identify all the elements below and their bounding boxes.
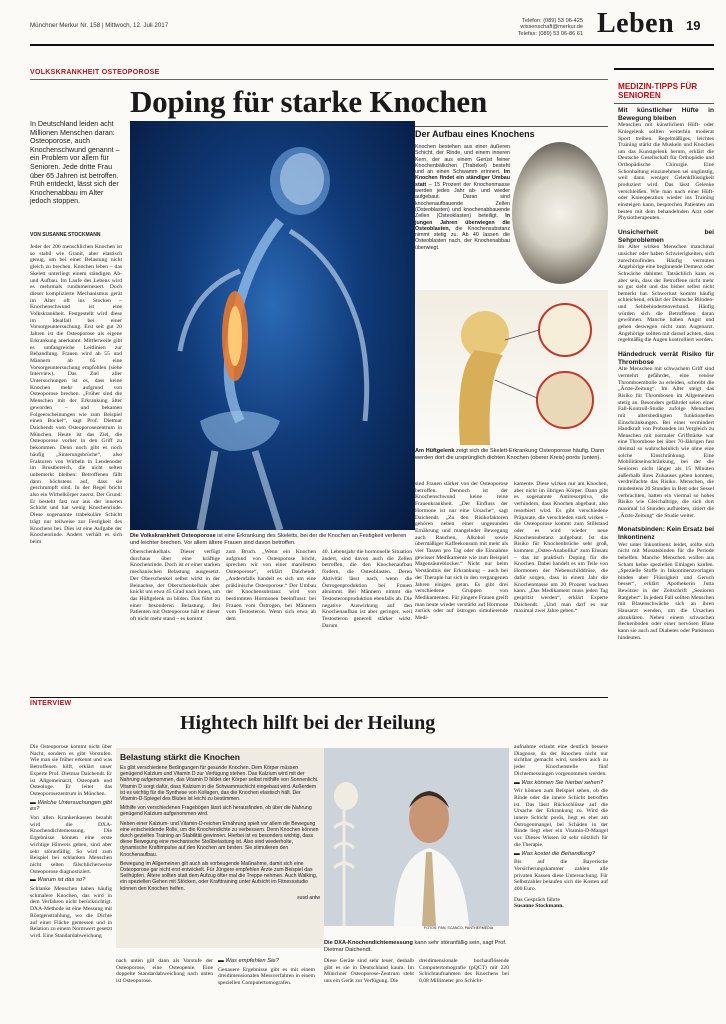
section-title: Leben (597, 8, 675, 39)
question-4: ▬ Was können Sie hierbei sehen? (514, 779, 604, 786)
info-box: Belastung stärkt die Knochen Es gibt verschiedene Bedingungen für gesunde Knochen. Dem Körper müssen genügend Kalzium und Vitamin D zur Verfügung stehen. Das Kalzium wird mit der Nahrung aufgenommen, das Vitamin D bildet der Körper selbst mithilfe von Sonnenlicht. Vitamin D sorgt dafür, dass Kalzium in die Schwammschicht eingebaut wird. Außerdem ist es wichtig für die Synthese von Kollagen, das die Knochen elastisch hält. Der Vitamin-D-Spiegel des Blutes ist leicht zu bestimmen. Mithilfe von verschiedenen Fragebögen lässt sich herausfinden, ob über die Nahrung genügend Kalzium aufgenommen wird. Neben einer Kalzium- und Vitamin-D-reichen Ernährung spielt vor allem die Bewegung eine entscheidende Rolle, um die Knochendichte zu verbessern. Denn Knochen können durch gezieltes Training an Stabilität gewinnen. Hierbei ist es besonders wichtig, dass diese Bewegung eine mechanische Stoßbelastung ist. Also sind wiederholte, dynamische Kraftimpulse auf den Knochen am besten. Sie stimulieren den Knochenaufbau. Bewegung im Allgemeinen gilt auch als vorbeugende Maßnahme, damit sich eine Osteoporose gar nicht erst entwickelt. Für Jüngere empfehlen Ärzte zum Beispiel das Seilhüpfen. Ältere sollten statt dem Aufzug öfter mal die Treppe nehmen. Auch Walking, ein speziellen Gehen mit Stöcken, oder Krafttraining unter Aufsicht im Fitnessstudio können den Knochen helfen. susd antw (116, 748, 324, 948)
hip-illustration (415, 290, 608, 445)
hip-caption: Am Hüftgelenk zeigt sich die Skelett-Erkrankung Osteoporose häufig. Dann werden dort die ursprünglich dichten Knochen (oberer Kreis) porös (unten). (415, 448, 605, 461)
tip-heading-3: Händedruck verrät Risiko für Thrombose (618, 351, 714, 366)
interview-headline: Hightech hilft bei der Heilung (180, 712, 436, 734)
photo-credit: FOTOS: PAN, SCANCO, PANTHERMEDIA (424, 926, 494, 930)
article-col2: Oberschenkelhals. Dieser verfügt durchaus über eine kräftige Knochenrinde. Doch ist er einer starken mechanischen Belastung ausgesetzt. Der Oberschenkel selbst wirkt in der Beinachse, der Oberschenkelhals aber knickt um etwa 45 Grad nach innen, um das Hüftgelenk zu bilden. Das führt zu einer besonderen Belastung. Bei Patienten mit Osteoporose hält er dieser oft nicht mehr stand – es kommt (130, 549, 220, 623)
info-box-title: Belastung stärkt die Knochen (120, 752, 240, 762)
article-kicker: VOLKSKRANKHEIT OSTEOPOROSE (30, 69, 160, 76)
interview-bottom-col3: Diese Geräte sind sehr teuer, deshalb gibt es sie in Deutschland kaum. Im Münchner Osteoporose-Zentrum steht uns ein Gerät zur Verfügung. Die (324, 958, 414, 985)
contact-info: Telefon: (089) 53 06-425 wissenschaft@merkur.de Telefax: (089) 53 06-86 61 (517, 18, 583, 37)
sidebar-title: MEDIZIN-TIPPS FÜR SENIOREN (618, 82, 698, 101)
tip-text-3: Alte Menschen mit schwachem Griff sind vermehrt gefährdet, eine venöse Thromboembolie zu erleiden, schreibt die „Ärzte-Zeitung“. Im Alter steigt das Risiko für Thrombosen im Allgemeinen stetig an. Besonders gefährdet seien einer Fall-Kontroll-Studie zufolge Menschen mit altersbedingten funktionellen Einschränkungen. Bei einer vermindert Handkraft von Probanden im Vergleich zu Menschen mit normaler Griffstärke war eine Thrombose bei über 70-Jährigen fast dreimal so wahrscheinlich wie ohne eine solche Einschränkung. Eine Mobilitätseinschränkung, bei der die Senioren nicht länger als 15 Minuten außerhalb ihres Zuhauses gehen konnten, verdreifachte das Risiko. Menschen, die mindestens 20 Stunden in Bett oder Sessel verbrachten, hatten ein viermal so hohes Risiko wie Gleichaltrige, die sich dort maximal 14 Stunden aufhielten, zitiert die „Ärzte-Zeitung“ die Studie weiter. (618, 366, 714, 519)
tip-heading-1: Mit künstlicher Hüfte in Bewegung bleiben (618, 107, 714, 122)
doctor-illustration (324, 748, 509, 926)
question-2: ▬ Warum ist das so? (30, 877, 86, 884)
article-col6: kamente. Diese wirken nur am Knochen, aber nicht im übrigen Körper. Dann gibt es sogenannte Antiresorptiva, die verhindern, dass Knochen abgebaut, also resorbiert wird. Es gibt verschiedene Präparate, die verschieden stark wirken – die Osteoporose kommt zum Stillstand oder es wird wieder neue Knochensubstanz aufgebaut. Ist das Risiko für Knochenbrüche sehr groß, kommen „Osteo-Anabolika“ zum Einsatz – das ist praktisch Doping für die Knochen. Dabei handelt es um Teile von Hormonen der Nebenschilddrüse, die dafür sorgen, dass in einem Jahr die Knochenmasse um 20 Prozent wachsen kann. „Das Medikament muss jeden Tag gespritzt werden“, erklärt Experte Daichendt. „Und man darf es nur maximal zwei Jahre geben.“ (514, 481, 608, 615)
byline: VON SUSANNE STOCKMANN (30, 232, 101, 238)
sidebar-tips (618, 103, 714, 1008)
paper-info: Münchner Merkur Nr. 158 | Mittwoch, 12. Juli 2017 (30, 22, 169, 29)
article-col5: sind Frauen stärker von der Osteoporose betroffen. Dennoch ist der Knochenschwund keine reine Frauenkrankheit. „Der Einfluss der Hormone ist nur eine Ursache“, sagt Daichendt. „Zu den Risikofaktoren gehören neben einer ungesunden Ernährung und mangelnder Bewegung auch Rauchen, Alkohol sowie übermäßiger Kaffeekonsum mit mehr als vier Tassen pro Tag oder die Einnahme gewisser Medikamente wie zum Beispiel Magensäureblocker.“ Nicht nur beim Verständnis der Erkrankung – auch bei der Therapie hat sich in den vergangenen Jahren einiges getan. Es gibt drei verschiedene Gruppen von Medikamenten. Für jüngere Frauen greift man heute wieder verstärkt auf Hormone zurück oder auf östrogen simulierende Medi- (415, 481, 508, 622)
infographic-title: Der Aufbau eines Knochens (415, 129, 535, 139)
interview-col1: Die Osteoporose kommt nicht über Nacht, sondern es gibt Vorstufen. Wie man sie früher erkennt und was Betroffenen hilft, erklärt unser Experte Prof. Dietmar Daichendt. Er ist Allgemeinarzt, Osteopath und Osteologe. Er leitet das Osteoporosezentrum in München. ▬ Welche Untersuchungen gibt es? Von allen Krankenkassen bezahlt wird die DXA-Knochendichtemessung. Die Ergebnisse können eine erste wichtige Hinweis geben, sind aber sehr störanfällig. So wird zum Beispiel bei schlanken Menschen nicht selten fälschlicherweise Osteoporose diagnostiziert. ▬ Warum ist das so? Schlanke Menschen haben häufig schmalere Knochen, das wird in dem Verfahren nicht berücksichtigt. DXA-Methode ist eine Messung mit Röntgenstrahlung, wo die Dichte auf einer Fläche gemessen und in Relation zu einem Normwert gesetzt wird. Eine Standardabweichung (30, 744, 112, 939)
interview-bottom-col4: dreidimensionale hochauflösende Computertomografie (pQCT) mit 220 Schichtaufnahmen des Knochens bei 0,08 Millimeter pro Schicht- (419, 958, 509, 985)
skeleton-image (130, 121, 415, 530)
article-headline: Doping für starke Knochen (130, 84, 487, 119)
tip-text-4: Wer unter Inkontinenz leidet, sollte sich nicht mit Monatsbinden für die Periode behelfen. Manche Menschen wollen aus Scham keine speziellen Einlagen kaufen. „Spezielle Stoffe in Inkontinenzvorlagen binden aber Flüssigkeit und Geruch besser“, erklärt Apothekerin Jutta Rewitzer in der Zeitschrift „Senioren Ratgeber“. In jedem Fall sollten Menschen mit Blasenschwäche sich an ihren Hausarzt wenden, um die Ursachen abzuklären. Neben einem schwachen Beckenboden oder einer nervösen Blase kann sie auch auf Diabetes oder Parkinson hindeuten. (618, 541, 714, 641)
tip-text-1: Menschen mit künstlichem Hüft- oder Kniegelenk sollten weiterhin moderat Sport treiben. Regelmäßiges, leichtes Training stärkt die Muskeln und Knochen um das Kunstgelenk herum, erklärt die Deutsche Gesellschaft für Orthopädie und Orthopädische Chirurgie. Eine Schonhaltung einzunehmen sei ungünstig, weil dann weniger Gelenkflüssigkeit produziert wird. Das lässt Gelenke verschleißen. Wie man nach einer Hüft- oder Knieoperation wieder ins Training einsteigen kann, besprechen Patienten am besten mit dem behandelnden Arzt oder Physiotherapeuten. (618, 122, 714, 222)
question-5: ▬ Was kostet die Behandlung? (514, 850, 596, 857)
bone-cross-section-image (512, 142, 608, 284)
tip-text-2: Im Alter wirken Menschen manchmal unsicher oder haben Schwierigkeiten, sich zurechtzufinden. Häufig vermuten Angehörige eine beginnende Demenz oder Schwäche dahinter. Tatsächlich kann es aber sein, dass der Betroffene nicht mehr so gut sieht und das bisher selbst nicht bemerkt hat. Schwerlust kommt häufig schleichend, erklärt der Deutsche Blinden- und Sehbehindertenverband. Häufig würden sich die Betroffenen daran gewöhnen. Manche haben Angst und gehen deswegen nicht zum Augenarzt. Angehörige sollten mit darauf achten, dass regelmäßig die Augen kontrolliert werden. (618, 244, 714, 344)
interview-bottom-col2: ▬ Was empfehlen Sie? Genauere Ergebnisse gibt es mit einem dreidimensionalen Messverfahren in einem speziellen Computertomografen. (218, 958, 315, 987)
hip-joint-image (415, 290, 608, 445)
interview-right-col: aufnahme erlaubt eine deutlich bessere Diagnose, da der Knochen nicht nur sichtbar gemacht wird, sondern auch zu jeder Knochenstelle fünf Dichtemessungen vorgenommen werden. ▬ Was können Sie hierbei sehen? Wir können zum Beispiel sehen, ob die Rinde oder die innere Schicht betroffen ist. Das lässt Rückschlüsse auf die Ursache der Erkrankung zu. Wird die innere Schicht porös, liegt es eher am Östrogenmangel, bei Schäden in der Rinde liegt eher ein Vitamin-D-Mangel vor. Dieses Wissen ist sehr nützlich für die Therapie. ▬ Was kostet die Behandlung? Bis auf die Bayerische Versicherungskammer zahlen alle privaten Kassen diese Untersuchung. Für Selbstzahler belaufen sich die Kosten auf 400 Euro. Das Gespräch führte Susanne Stockmann. (514, 744, 608, 910)
article-col4: 40. Lebensjahr die hormonelle Situation ändert, sind davon auch die Zellen betroffen, die den Knochenaufbau fördern, die Osteoblasten. Deren Aktivität lässt nach, wenn die Östrogenproduktion bei Frauen abnimmt. Bei Männern nimmt die Testosteronproduktion ebenfalls ab. Die negative Auswirkung auf den Knochenaufbau ist aber geringer, weil Testosteron generell stärker wirkt. Darum (322, 549, 412, 629)
tip-heading-2: Unsicherheit bei Sehproblemen (618, 229, 714, 244)
question-1: ▬ Welche Untersuchungen gibt es? (30, 799, 112, 813)
page-number: 19 (686, 18, 701, 33)
interview-bottom-col1: nach unten gilt dann als Vorstufe der Osteoporose, eine Osteopenie. Eine doppelte Standardabweichung nach unten ist Osteoporose. (116, 958, 213, 985)
image-caption: Die Volkskrankheit Osteoporose ist eine Erkrankung des Skeletts, bei der die Knochen an Festigkeit verlieren und leichter brechen. Vor allem ältere Frauen sind davon betroffen. (130, 533, 407, 546)
photo-caption: Die DXA-Knochendichtemessung kann sehr störanfällig sein, sagt Prof. Dietmar Daichendt. (324, 940, 507, 953)
skeleton-illustration (130, 121, 415, 530)
tip-heading-4: Monatsbinden: Kein Ersatz bei Inkontinenz (618, 526, 714, 541)
header-rule (30, 44, 714, 46)
doctor-photo (324, 748, 509, 926)
interview-kicker: INTERVIEW (30, 700, 72, 707)
article-lead: In Deutschland leiden acht Millionen Menschen daran: Osteoporose, auch Knochenschwund genannt – ein Problem vor allem für Senioren. Jede dritte Frau über 65 Jahren ist betroffen. Früh entdeckt, lässt sich der Knochenabbau im Alter jedoch stoppen. (30, 120, 120, 206)
article-col3: zum Bruch. „Wenn ein Knochen aufgrund von Osteoporose bricht, sprechen wir von einer manifesten Osteoporose“, erklärt Daichendt. „Andernfalls handelt es sich um eine präklinische Osteoporose.“ Der Umbau der Knochensubstanz wird von bestimmten Hormonen beeinflusst: bei Frauen vom Östrogen, bei Männern vom Testosteron. Wenn sich etwa ab dem (226, 549, 316, 623)
question-3: ▬ Was empfehlen Sie? (218, 958, 279, 964)
infographic-text: Knochen bestehen aus einer äußeren Schicht, der Rinde, und einem inneren Kern, der aus einem Gerüst feiner Knochenbälkchen (Trabekel) besteht und an einen Schwamm erinnert. Im Knochen findet ein ständiger Umbau statt – 15 Prozent der Knochenmasse werden jedes Jahr ab- und wieder aufgebaut. Daran sind knochenaufbauende Zellen (Osteoblasten) und knochenabbauende Zellen (Osteoklasten) beteiligt. In jungen Jahren überwiegen die Osteoblasten, die Knochensubstanz nimmt stetig zu. Ab 40 lassen die Osteoblasten nach, der Knochenabbau überwiegt. (415, 144, 510, 251)
article-col1: Jeder der 206 menschlichen Knochen ist so stabil wie Granit, aber elastisch genug, um bei einer Belastung nicht gleich zu brechen. Knochen leben – das Skelett unterliegt einem ständigen Ab- und Aufbau. Im Laufe des Lebens wird es mehrmals rundumerneuert. Doch dieser komplizierte Mechanismus gerät im Alter oft ins Stocken – Knochenschwund ist eine Volkskrankheit. Festgestellt wird diese im Idealfall bei einer Vorsorgeuntersuchung. Erst seit gut 20 Jahren ist die Osteoporose als eigene Erkrankung anerkannt. Mittlerweile gibt es umfangreiche Leitlinien zur Behandlung. Frauen wird ab 55 und Männern ab 65 eine Vorsorgeuntersuchung empfohlen (siehe Interview). Das Ziel aller Untersuchungen ist es, dass keine Knochen mehr aufgrund von Osteoporose brechen. „Früher sind die Menschen mit der Erkrankung älter geworden – und bekamen Folgeerscheinungen wie zum Beispiel einen Buckel“, sagt Prof. Dietmar Daichendt vom Osteoporosezentrum in München. Heute ist das Ziel, die Osteoporose vorher in den Griff zu bekommen. Denn noch gibt es noch häufig „Sinterungsbrüche“, also Frakturen von Wirbeln in Lendenoder im Brustbereich, die nicht selten unbemerkt bleiben: Betroffenen fällt dann höchstens auf, dass sie geschrumpft sind. In der Regel bricht also ein Wirbelkörper zuerst. Der Grund: Er besteht fast nur aus der inneren Schicht und hat wenig Knochenrinde. Diese sogenannte trabekuläre Schicht trägt nur teilweise zur Festigkeit des Knochens bei. Dies ist eine Aufgabe der Knochenrinde. Anders verhält es sich beim (30, 244, 122, 545)
